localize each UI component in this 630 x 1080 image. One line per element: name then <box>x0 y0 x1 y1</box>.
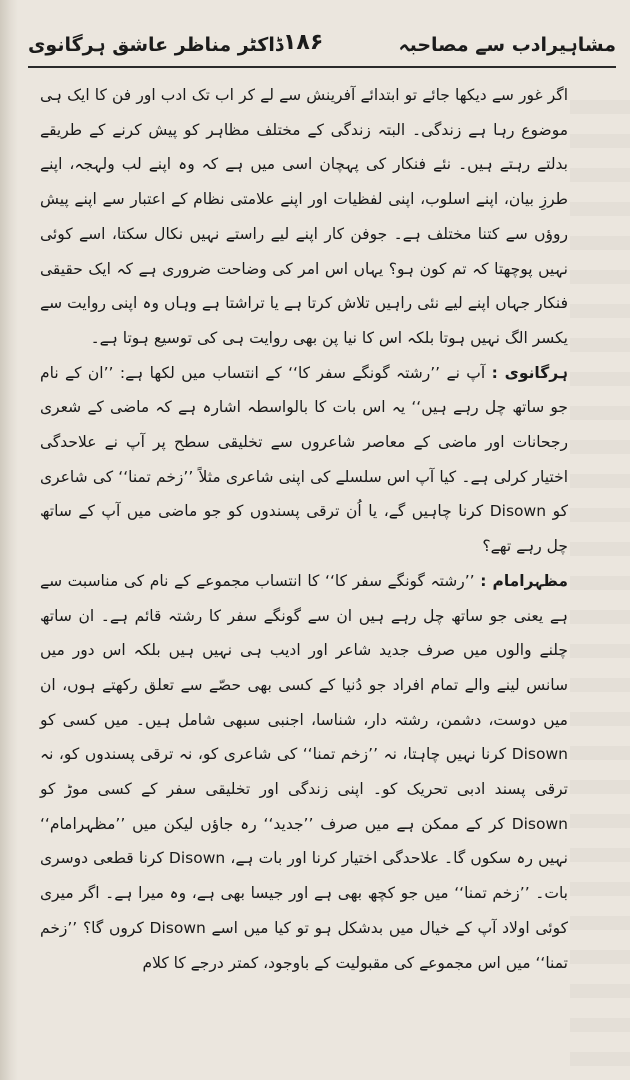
paragraph-intro <box>40 78 568 356</box>
page-number: ۱۸۶ <box>283 30 324 55</box>
author-name: ڈاکٹر مناظر عاشق ہرگانوی <box>28 34 284 56</box>
paragraph-text: ’’رشتہ گونگے سفر کا‘‘ کا انتساب مجموعے کے نام کی مناسبت سے ہے یعنی جو ساتھ چل رہے ہیں ان سے گونگے سفر کا رشتہ قائم ہے۔ ان ساتھ چلنے والوں میں صرف جدید شاعر اور ادیب ہی نہیں ہیں بلکہ اس دور میں سانس لینے والے تمام افراد جو دُنیا کے کسی بھی حصّے سے تعلق رکھتے ہوں، ان میں دوست، دشمن، رشتہ دار، شناسا، اجنبی سبھی شامل ہیں۔ میں کسی کو Disown کرنا نہیں چاہتا، نہ ’’زخم تمنا‘‘ کی شاعری کو، نہ ترقی پسندوں کو، نہ ترقی پسند ادبی تحریک کو۔ اپنی زندگی اور تخلیقی سفر کے کسی موڑ کو Disown کر کے ممکن ہے میں صرف ’’جدید‘‘ رہ جاؤں لیکن میں ’’مظہرامام‘‘ نہیں رہ سکوں گا۔ علاحدگی اختیار کرنا اور بات ہے، Disown کرنا قطعی دوسری بات۔ ’’زخم تمنا‘‘ میں جو کچھ بھی ہے اور جیسا بھی ہے، وہ میرا ہے۔ اگر میری کوئی اولاد آپ کے خیال میں بدشکل ہو تو کیا میں اسے Disown کروں گا؟ ’’زخم تمنا‘‘ میں اس مجموعے کی مقبولیت کے باوجود، کمتر درجے کا کلام <box>40 571 568 972</box>
page-edge-bleedthrough <box>570 80 630 1070</box>
book-title: مشاہیرادب سے مصاحبہ <box>398 34 616 56</box>
paragraph-text: اگر غور سے دیکھا جائے تو ابتدائے آفرینش سے لے کر اب تک ادب اور فن کا ایک ہی موضوع رہا ہے زندگی۔ البتہ زندگی کے مختلف مظاہر کو پیش کرنے کے طریقے بدلتے رہتے ہیں۔ نئے فنکار کی پہچان اسی میں ہے کہ وہ اپنے لب ولہجہ، اپنے طرزِ بیان، اپنے اسلوب، اپنی لفظیات اور اپنے علامتی نظام کے اعتبار سے اپنے پیش روؤں سے کتنا مختلف ہے۔ جوفن کار اپنے لیے راستے نہیں نکال سکتا، اسے کوئی نہیں پوچھتا کہ تم کون ہو؟ یہاں اس امر کی وضاحت ضروری ہے کہ ایک حقیقی فنکار جہاں اپنے لیے نئی راہیں تلاش کرتا ہے یا تراشتا ہے وہاں وہ اپنی روایت سے یکسر الگ نہیں ہوتا بلکہ اس کا نیا پن بھی روایت ہی کی توسیع ہوتا ہے۔ <box>40 86 568 347</box>
paragraph-answer <box>40 564 568 980</box>
binding-shadow <box>0 0 18 1080</box>
speaker-label-harganvi: ہرگانوی : <box>491 363 568 382</box>
speaker-label-mazhar-imam: مظہرامام : <box>480 571 568 590</box>
paragraph-question <box>40 356 568 564</box>
header-rule <box>28 66 616 68</box>
page-body <box>40 78 568 1078</box>
running-header <box>28 30 616 70</box>
paragraph-text: آپ نے ’’رشتہ گونگے سفر کا‘‘ کے انتساب میں لکھا ہے: ’’ان کے نام جو ساتھ چل رہے ہیں‘‘ یہ اس بات کا بالواسطہ اشارہ ہے کہ ماضی کے شعری رجحانات اور ماضی کے معاصر شاعروں سے تخلیقی سطح پر آپ نے علاحدگی اختیار کرلی ہے۔ کیا آپ اس سلسلے کی اپنی شاعری مثلاً ’’زخم تمنا‘‘ کی شاعری کو Disown کرنا چاہیں گے، یا اُن ترقی پسندوں کو جو ماضی میں آپ کے ساتھ چل رہے تھے؟ <box>40 363 568 556</box>
